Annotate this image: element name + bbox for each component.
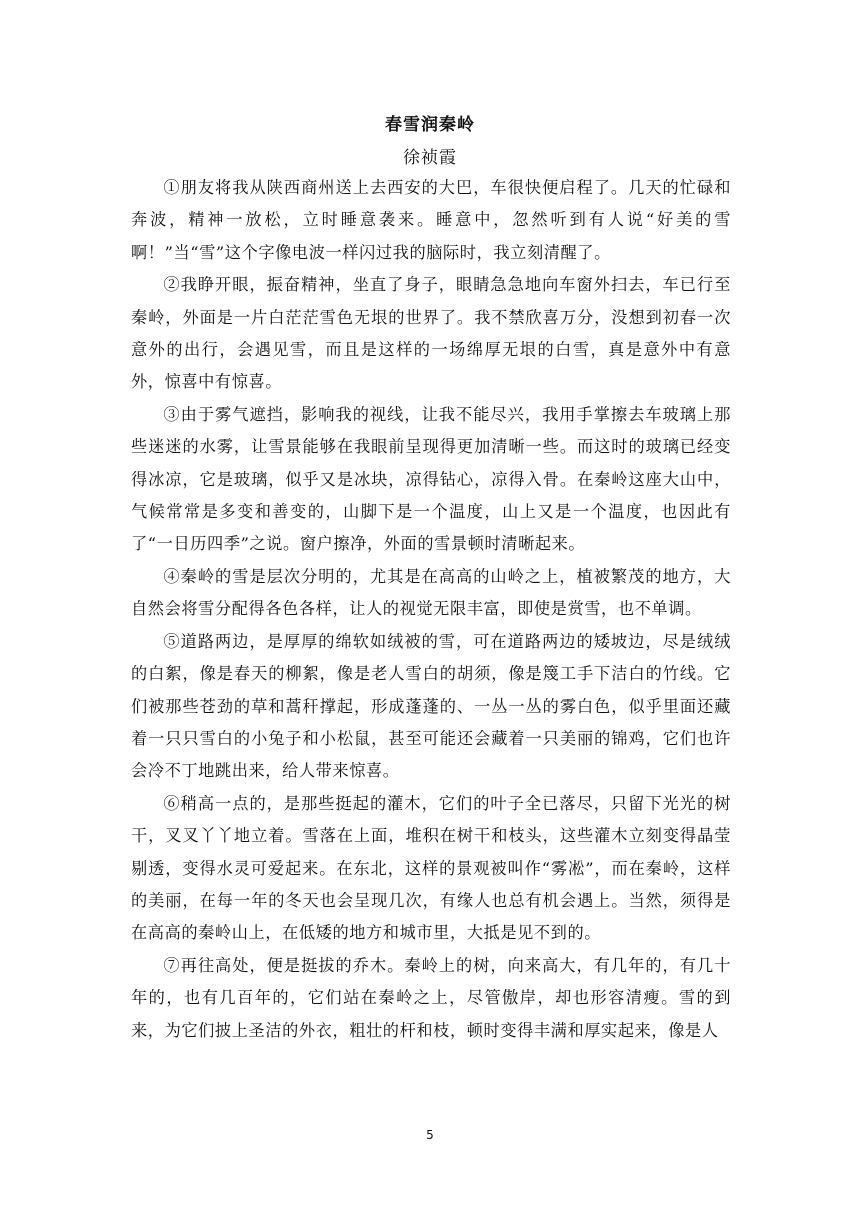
article-body	[131, 172, 731, 1047]
paragraph-6: ⑥稍高一点的，是那些挺起的灌木，它们的叶子全已落尽，只留下光光的树干，叉叉丫丫地立着。雪落在上面，堆积在树干和枝头，这些灌木立刻变得晶莹剔透，变得水灵可爱起来。在东北，这样的景观被叫作“雾凇”，而在秦岭，这样的美丽，在每一年的冬天也会呈现几次，有缘人也总有机会遇上。当然，须得是在高高的秦岭山上，在低矮的地方和城市里，大抵是见不到的。	[131, 793, 731, 943]
article-title: 春雪润秦岭	[385, 115, 475, 135]
paragraph-7: ⑦再往高处，便是挺拔的乔木。秦岭上的树，向来高大，有几年的，有几十年的，也有几百年的，它们站在秦岭之上，尽管傲岸，却也形容清瘦。雪的到来，为它们披上圣洁的外衣，粗壮的杆和枝，顿时变得丰满和厚实起来，像是人	[131, 955, 731, 1040]
paragraph-1: ①朋友将我从陕西商州送上去西安的大巴，车很快便启程了。几天的忙碌和奔波，精神一放松，立时睡意袭来。睡意中，忽然听到有人说“好美的雪啊！”当“雪”这个字像电波一样闪过我的脑际时，我立刻清醒了。	[131, 178, 731, 262]
page-number: 5	[426, 1128, 434, 1142]
paragraph-4: ④秦岭的雪是层次分明的，尤其是在高高的山岭之上，植被繁茂的地方，大自然会将雪分配得各色各样，让人的视觉无限丰富，即使是赏雪，也不单调。	[131, 566, 731, 619]
paragraph-3: ③由于雾气遮挡，影响我的视线，让我不能尽兴，我用手掌擦去车玻璃上那些迷迷的水雾，让雪景能够在我眼前呈现得更加清晰一些。而这时的玻璃已经变得冰凉，它是玻璃，似乎又是冰块，凉得钻心，凉得入骨。在秦岭这座大山中，气候常常是多变和善变的，山脚下是一个温度，山上又是一个温度，也因此有了“一日历四季”之说。窗户擦净，外面的雪景顿时清晰起来。	[131, 404, 731, 554]
paragraph-2: ②我睁开眼，振奋精神，坐直了身子，眼睛急急地向车窗外扫去，车已行至秦岭，外面是一片白茫茫雪色无垠的世界了。我不禁欣喜万分，没想到初春一次意外的出行，会遇见雪，而且是这样的一场绵厚无垠的白雪，真是意外中有意外，惊喜中有惊喜。	[131, 275, 731, 392]
paragraph-5: ⑤道路两边，是厚厚的绵软如绒被的雪，可在道路两边的矮坡边，尽是绒绒的白絮，像是春天的柳絮，像是老人雪白的胡须，像是篾工手下洁白的竹线。它们被那些苍劲的草和蒿秆撑起，形成蓬蓬的、一丛一丛的雾白色，似乎里面还藏着一只只雪白的小兔子和小松鼠，甚至可能还会藏着一只美丽的锦鸡，它们也许会冷不丁地跳出来，给人带来惊喜。	[131, 631, 731, 781]
article-author: 徐祯霞	[403, 148, 457, 168]
